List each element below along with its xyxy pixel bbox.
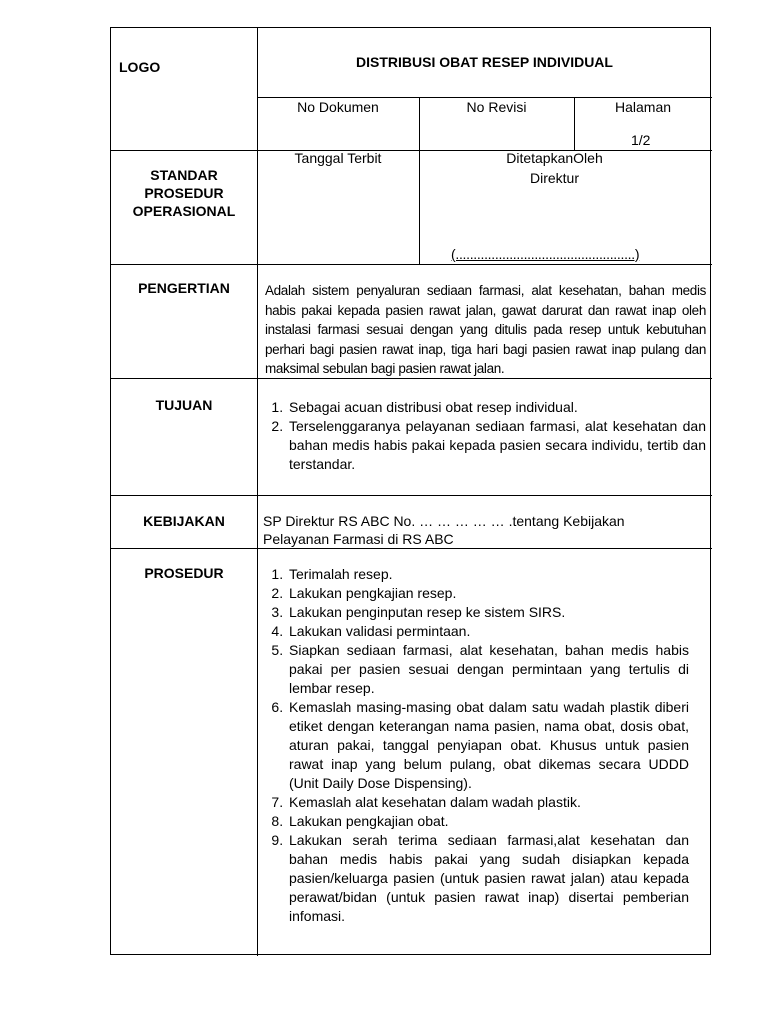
prosedur-item-6: 6. Kemaslah masing-masing obat dalam satu wadah plastik diberi etiket dengan keterangan nama pasien, nama obat, dosis obat, aturan pakai, tanggal penyiapan obat. Khusus untuk pasien rawat inap yang belum pulang, obat dikemas secara UDDD (Unit Daily Dose Dispensing). (287, 698, 689, 793)
divider-kebijakan-row (111, 548, 712, 549)
pengertian-text: Adalah sistem penyaluran sediaan farmasi, alat kesehatan, bahan medis habis pakai kepada pasien rawat jalan, gawat darurat dan rawat inap oleh instalasi farmasi sesuai dengan yang ditulis pada resep untuk kebutuhan perhari bagi pasien rawat inap, tiga hari bagi pasien rawat inap pulang dan maksimal sebulan bagi pasien rawat jalan. (265, 283, 706, 376)
tujuan-item-2: 2. Terselenggaranya pelayanan sediaan farmasi, alat kesehatan dan bahan medis habis pakai kepada pasien secara individu, tertib dan terstandar. (287, 417, 706, 474)
signature-line: (..................................................) (451, 246, 640, 262)
no-revisi-label: No Revisi (466, 99, 527, 115)
halaman-label: Halaman (614, 99, 672, 115)
no-dokumen-label: No Dokumen (297, 99, 379, 115)
sop-label-line-1: STANDAR (150, 167, 218, 183)
prosedur-item-7: 7. Kemaslah alat kesehatan dalam wadah plastik. (287, 793, 689, 812)
sop-label (111, 166, 257, 220)
tujuan-list (261, 398, 706, 474)
prosedur-item-1: 1. Terimalah resep. (287, 565, 689, 584)
kebijakan-line-2: Pelayanan Farmasi di RS ABC (263, 531, 454, 547)
prosedur-item-5: 5. Siapkan sediaan farmasi, alat kesehatan, bahan medis habis pakai per pasien sesuai dengan permintaan yang tertulis di lembar resep. (287, 641, 689, 698)
pengertian-label: PENGERTIAN (138, 280, 230, 296)
halaman-value: 1/2 (631, 132, 651, 148)
prosedur-item-2: 2. Lakukan pengkajian resep. (287, 584, 689, 603)
divider-tujuan-row (111, 495, 712, 496)
kebijakan-label: KEBIJAKAN (143, 513, 225, 529)
sop-label-line-2: PROSEDUR (144, 185, 224, 201)
sop-document (110, 27, 711, 955)
tanggal-terbit-label: Tanggal Terbit (294, 150, 382, 166)
prosedur-item-9: 9. Lakukan serah terima sediaan farmasi,alat kesehatan dan bahan medis habis pakai yang sudah disiapkan kepada pasien/keluarga pasien (untuk pasien rawat jalan) atau kepada perawat/bidan (untuk pasien rawat inap) disertai pemberian infomasi. (287, 831, 689, 926)
divider-sop-row (111, 264, 712, 265)
prosedur-item-3: 3. Lakukan penginputan resep ke sistem SIRS. (287, 603, 689, 622)
logo-placeholder: LOGO (119, 59, 161, 75)
ditetapkan-oleh-label: DitetapkanOleh (506, 150, 603, 166)
prosedur-item-4: 4. Lakukan validasi permintaan. (287, 622, 689, 641)
document-title: DISTRIBUSI OBAT RESEP INDIVIDUAL (356, 54, 613, 70)
kebijakan-line-1: SP Direktur RS ABC No. … … … … … .tentang Kebijakan (263, 513, 625, 529)
tujuan-item-1: 1. Sebagai acuan distribusi obat resep individual. (287, 398, 706, 417)
prosedur-list (261, 565, 689, 926)
kebijakan-text (263, 512, 708, 548)
tujuan-label: TUJUAN (155, 397, 213, 413)
direktur-label: Direktur (529, 170, 579, 186)
prosedur-item-8: 8. Lakukan pengkajian obat. (287, 812, 689, 831)
sop-label-line-3: OPERASIONAL (132, 203, 236, 219)
prosedur-label: PROSEDUR (144, 565, 224, 581)
